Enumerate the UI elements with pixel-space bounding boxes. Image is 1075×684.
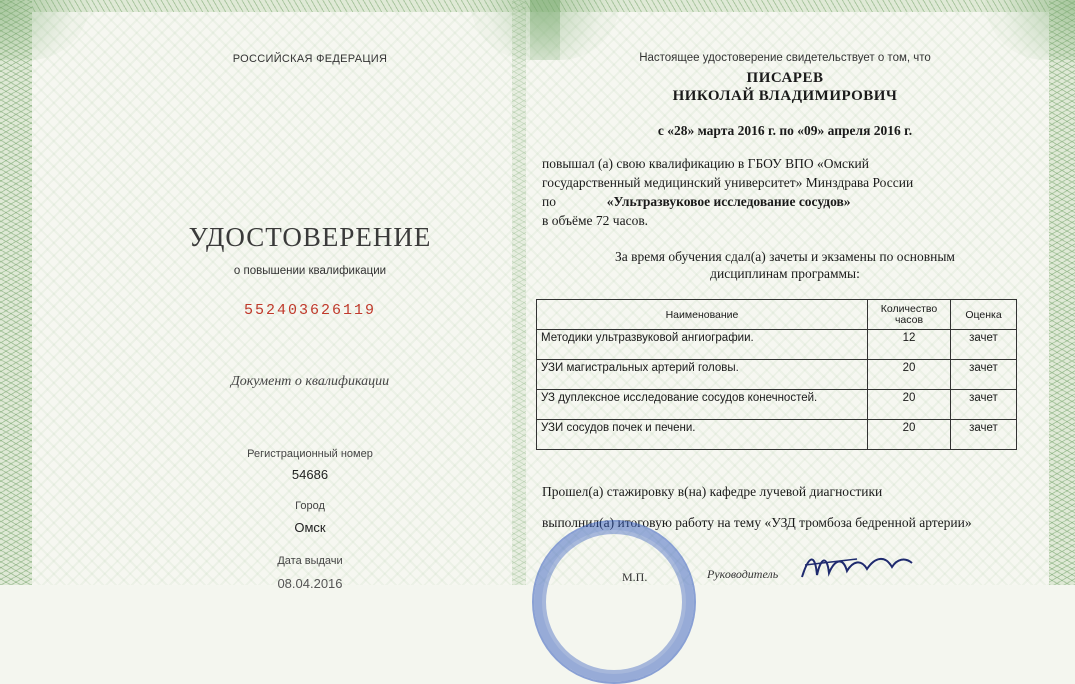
subject-grade: зачет [951, 390, 1017, 420]
table-row [537, 420, 1017, 450]
country-name: РОССИЙСКАЯ ФЕДЕРАЦИЯ [232, 53, 388, 65]
subject-name: Методики ультразвуковой ангиографии. [537, 330, 868, 360]
training-dates: с «28» марта 2016 г. по «09» апреля 2016 г. [657, 123, 913, 138]
holder-given-names: НИКОЛАЙ ВЛАДИМИРОВИЧ [672, 88, 898, 104]
registration-label: Регистрационный номер [247, 448, 373, 460]
internship-text: Прошел(а) стажировку в(на) кафедре лучевой диагностики [542, 484, 883, 499]
document-title: УДОСТОВЕРЕНИЕ [188, 222, 432, 252]
training-volume: в объёме 72 часов. [542, 213, 649, 228]
header-hours: Количество часов [868, 300, 951, 330]
certificate-intro: Настоящее удостоверение свидетельствует о том, что [639, 52, 931, 64]
issue-date-value: 08.04.2016 [277, 576, 343, 591]
table-row [537, 360, 1017, 390]
subject-grade: зачет [951, 420, 1017, 450]
subject-hours: 20 [868, 420, 951, 450]
subjects-table [536, 299, 1017, 450]
official-seal-icon [532, 520, 696, 684]
table-row [537, 390, 1017, 420]
ornament-border-right [1049, 0, 1075, 585]
document-kind: Документ о квалификации [230, 374, 390, 389]
registration-number: 54686 [291, 467, 329, 482]
exams-line-1: За время обучения сдал(а) зачеты и экзамены по основным [615, 249, 955, 264]
subject-hours: 12 [868, 330, 951, 360]
program-name: «Ультразвуковое исследование сосудов» [606, 194, 851, 209]
subject-grade: зачет [951, 360, 1017, 390]
ornament-border-fold [512, 0, 526, 585]
program-prefix: по [542, 194, 556, 209]
subject-grade: зачет [951, 330, 1017, 360]
header-grade: Оценка [951, 300, 1017, 330]
supervisor-label: Руководитель [707, 567, 779, 581]
program-line [542, 194, 851, 210]
qualification-line-2: государственный медицинский университет» Минздрава России [542, 175, 914, 190]
exams-text [560, 248, 1010, 282]
serial-number: 552403626119 [243, 302, 377, 319]
ornament-border-left [0, 0, 32, 585]
thesis-text: выполнил(а) итоговую работу на тему «УЗД тромбоза бедренной артерии» [542, 515, 972, 530]
header-name: Наименование [537, 300, 868, 330]
table-row [537, 330, 1017, 360]
holder-surname: ПИСАРЕВ [746, 70, 824, 86]
subject-hours: 20 [868, 390, 951, 420]
qualification-line-1: повышал (а) свою квалификацию в ГБОУ ВПО «Омский [542, 156, 869, 171]
exams-line-2: дисциплинам программы: [710, 266, 860, 281]
signature-icon [797, 545, 917, 585]
subject-name: УЗИ сосудов почек и печени. [537, 420, 868, 450]
table-header-row [537, 300, 1017, 330]
issue-date-label: Дата выдачи [277, 555, 343, 567]
stamp-label: М.П. [622, 570, 648, 584]
city-value: Омск [294, 520, 326, 535]
subject-name: УЗ дуплексное исследование сосудов конечностей. [537, 390, 868, 420]
subject-name: УЗИ магистральных артерий головы. [537, 360, 868, 390]
document-subtitle: о повышении квалификации [233, 265, 387, 277]
subject-hours: 20 [868, 360, 951, 390]
city-label: Город [295, 500, 325, 512]
